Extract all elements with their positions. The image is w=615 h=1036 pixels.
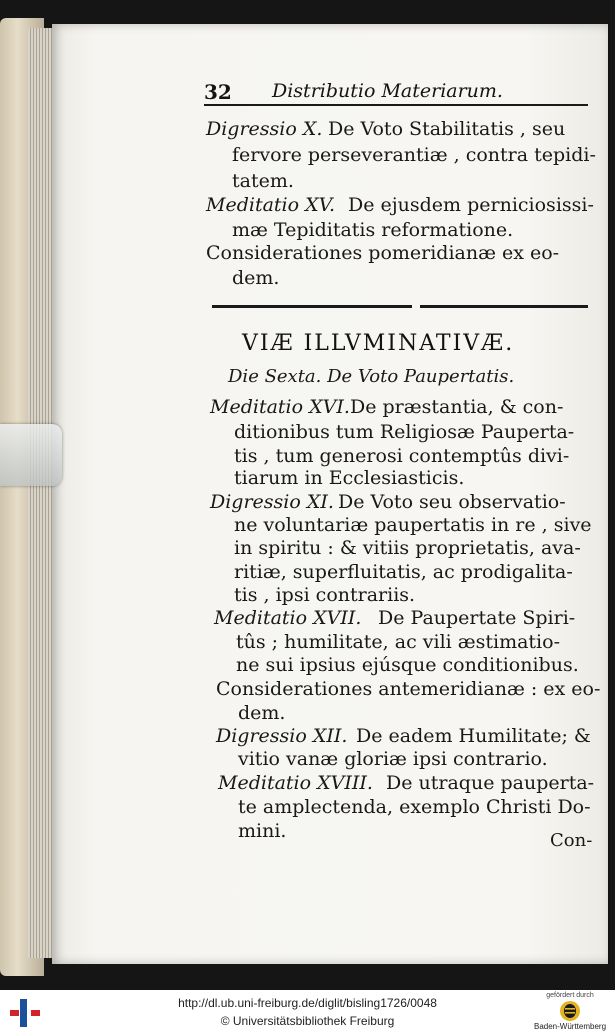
page-number: 32 [204,80,232,104]
entry-line: mæ Tepiditatis reformatione. [232,219,514,241]
entry-label: Meditatio XVI. [210,396,350,418]
entry-line: tûs ; humilitate, ac vili æstimatio- [236,631,560,653]
running-title: Distributio Materiarum. [272,80,503,102]
entry-line: Considerationes pomeridianæ ex eo- [206,242,560,264]
entry-line: vitio vanæ gloriæ ipsi contrario. [238,748,548,770]
footer-copyright: © Universitätsbibliothek Freiburg [220,1014,395,1028]
page-edges [28,28,54,958]
entry-line: De ejusdem perniciosissi- [348,194,594,216]
entry-line: dem. [232,267,280,289]
section-rule [212,305,412,308]
entry-line: De Paupertate Spiri- [378,607,576,629]
entry-line: tiarum in Ecclesiasticis. [234,467,465,489]
funded-label: gefördert durch [546,992,594,999]
section-subheading: Die Sexta. De Voto Paupertatis. [228,366,515,387]
entry-line: fervore perseverantiæ , contra tepidi- [232,144,596,166]
baden-wuerttemberg-emblem-icon [559,1000,581,1022]
entry-line: tatem. [232,170,294,192]
entry-line: De eadem Humilitate; & [356,725,591,747]
entry-label: Digressio X. [206,118,323,140]
entry-line: De Voto seu observatio- [338,491,566,513]
entry-line: mini. [238,820,287,842]
entry-line: ne voluntariæ paupertatis in re , sive [234,514,592,536]
viewer-footer [0,990,615,1036]
entry-line: De Voto Stabilitatis , seu [328,118,566,140]
entry-line: De utraque pauperta- [386,772,595,794]
section-rule [420,305,588,308]
entry-line: Considerationes antemeridianæ : ex eo- [216,678,601,700]
entry-line: tis , tum generosi contemptûs divi- [234,445,570,467]
section-heading: VIÆ ILLVMINATIVÆ. [242,331,515,356]
entry-line: in spiritu : & vitiis proprietatis, ava- [234,537,581,559]
entry-line: ritiæ, superfluitatis, ac prodigalita- [234,561,573,583]
entry-label: Digressio XI. [210,491,334,513]
entry-line: te amplectenda, exemplo Christi Do- [238,796,591,818]
header-rule [204,104,588,106]
entry-line: ne sui ipsius ejúsque conditionibus. [236,654,579,676]
entry-label: Meditatio XVIII. [218,772,373,794]
footer-url[interactable]: http://dl.ub.uni-freiburg.de/diglit/bisling1726/0048 [178,996,437,1010]
page-clip [0,424,62,486]
entry-label: Digressio XII. [216,725,348,747]
entry-line: ditionibus tum Religiosæ Pauperta- [234,421,575,443]
entry-label: Meditatio XVII. [214,607,362,629]
entry-line: De præstantia, & con- [350,396,564,418]
catchword: Con- [550,830,593,851]
entry-line: dem. [238,702,286,724]
entry-label: Meditatio XV. [206,194,336,216]
entry-line: tis , ipsi contrariis. [234,584,416,606]
funder-badge [528,992,612,1036]
funder-name: Baden-Württemberg [533,1022,607,1031]
